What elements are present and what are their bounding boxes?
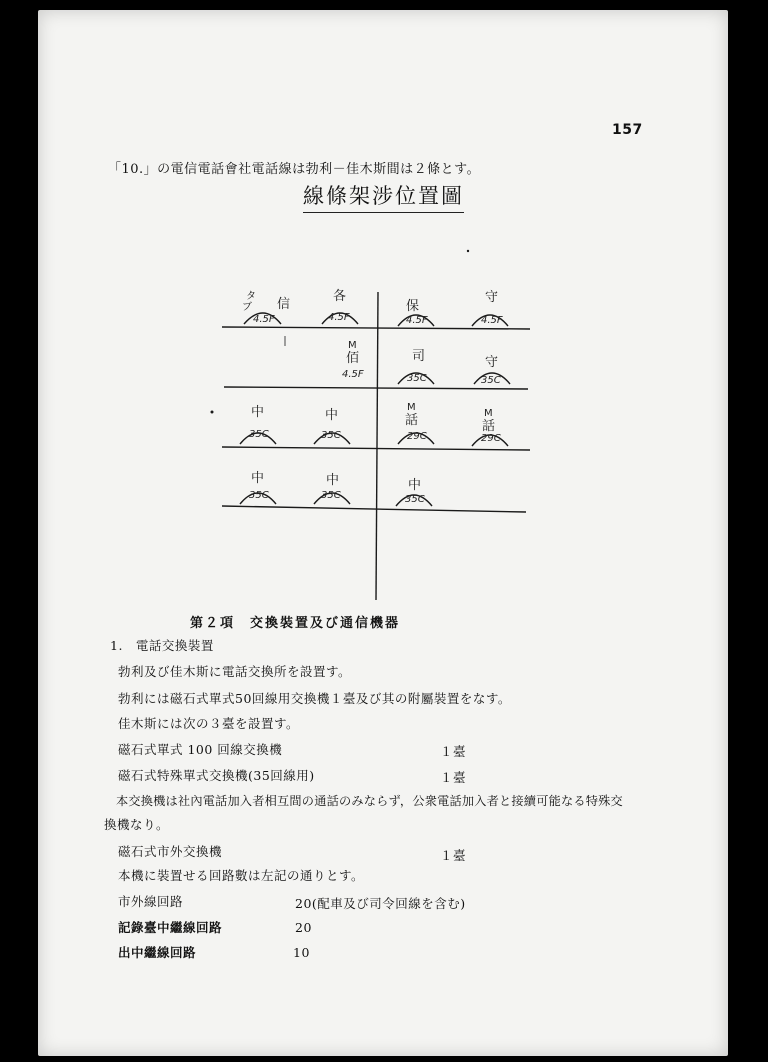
circuit-char: 中: [251, 405, 265, 420]
capacity-label: 4.5F: [406, 315, 428, 326]
equipment-qty: １臺: [440, 770, 467, 785]
circuit-char: 守: [485, 355, 499, 370]
crossarm-3: [222, 447, 530, 450]
capacity-label: 4.5F: [328, 312, 350, 323]
label-kana: タ: [246, 291, 256, 302]
diagram-title: 線條架涉位置圖: [303, 180, 464, 213]
capacity-label: 35C: [249, 490, 269, 501]
circuit-name: 市外線回路: [118, 894, 184, 909]
capacity-label: 35C: [407, 373, 427, 384]
circuit-char: 中: [326, 473, 340, 488]
capacity-label: 35C: [321, 490, 341, 501]
circuit-char: 中: [408, 478, 422, 493]
equipment-name: 磁石式單式 100 回線交換機: [118, 742, 283, 757]
capacity-label: 4.5F: [253, 314, 275, 325]
circuit-mark: M: [348, 340, 357, 351]
capacity-label: 35C: [321, 430, 341, 441]
item-heading: 1. 電話交換裝置: [110, 638, 214, 653]
circuit-mark: M: [484, 408, 493, 419]
paragraph: 本交換機は社內電話加入者相互間の通話のみならず，公衆電話加入者と接續可能なる特殊交: [116, 794, 623, 808]
circuit-char: 司: [412, 349, 426, 364]
circuit-char: 佰: [346, 351, 360, 366]
circuit-char: 中: [251, 471, 265, 486]
crossarm-1: [222, 327, 530, 329]
capacity-label: 35C: [249, 429, 269, 440]
circuit-char: 話: [482, 419, 496, 434]
capacity-label: 35C: [481, 375, 501, 386]
circuit-char: 守: [485, 290, 499, 305]
crossarm-4: [222, 506, 526, 512]
page-number: 157: [612, 122, 643, 138]
circuit-count: 20: [295, 920, 312, 935]
intro-line: 「10.」の電信電話會社電話線は勃利－佳木斯間は２條とす。: [108, 162, 481, 177]
section-heading: 第２項 交換裝置及び通信機器: [190, 616, 401, 631]
capacity-label: 29C: [407, 431, 427, 442]
circuit-name: 出中繼線回路: [118, 945, 197, 960]
circuit-char: 信: [277, 297, 291, 312]
circuit-char: 各: [333, 289, 347, 304]
capacity-label: 4.5F: [342, 369, 364, 380]
paragraph: 勃利及び佳木斯に電話交換所を設置す。: [118, 664, 352, 679]
pole: [376, 292, 378, 600]
circuit-name: 記錄臺中繼線回路: [118, 920, 223, 935]
circuit-char: 保: [406, 299, 420, 314]
circuit-count: 20(配車及び司令回線を含む): [295, 896, 466, 911]
crossarm-2: [224, 387, 528, 389]
circuit-char: 中: [325, 408, 339, 423]
capacity-label: 35C: [405, 494, 425, 505]
circuit-char: 話: [405, 413, 419, 428]
paragraph: 佳木斯には次の３臺を設置す。: [118, 716, 300, 731]
capacity-label: 29C: [481, 433, 501, 444]
label-kana: ブ: [242, 302, 252, 313]
paragraph: 本機に裝置せる回路數は左記の通りとす。: [118, 868, 365, 883]
equipment-qty: １臺: [440, 848, 467, 863]
equipment-name: 磁石式市外交換機: [118, 844, 223, 859]
circuit-mark: M: [407, 402, 416, 413]
equipment-name: 磁石式特殊單式交換機(35回線用): [118, 768, 315, 783]
capacity-label: 4.5F: [481, 315, 503, 326]
paragraph: 勃利には磁石式單式50回線用交換機１臺及び其の附屬裝置をなす。: [118, 691, 511, 706]
equipment-qty: １臺: [440, 744, 467, 759]
circuit-count: 10: [293, 945, 310, 960]
paragraph: 換機なり。: [104, 817, 170, 832]
